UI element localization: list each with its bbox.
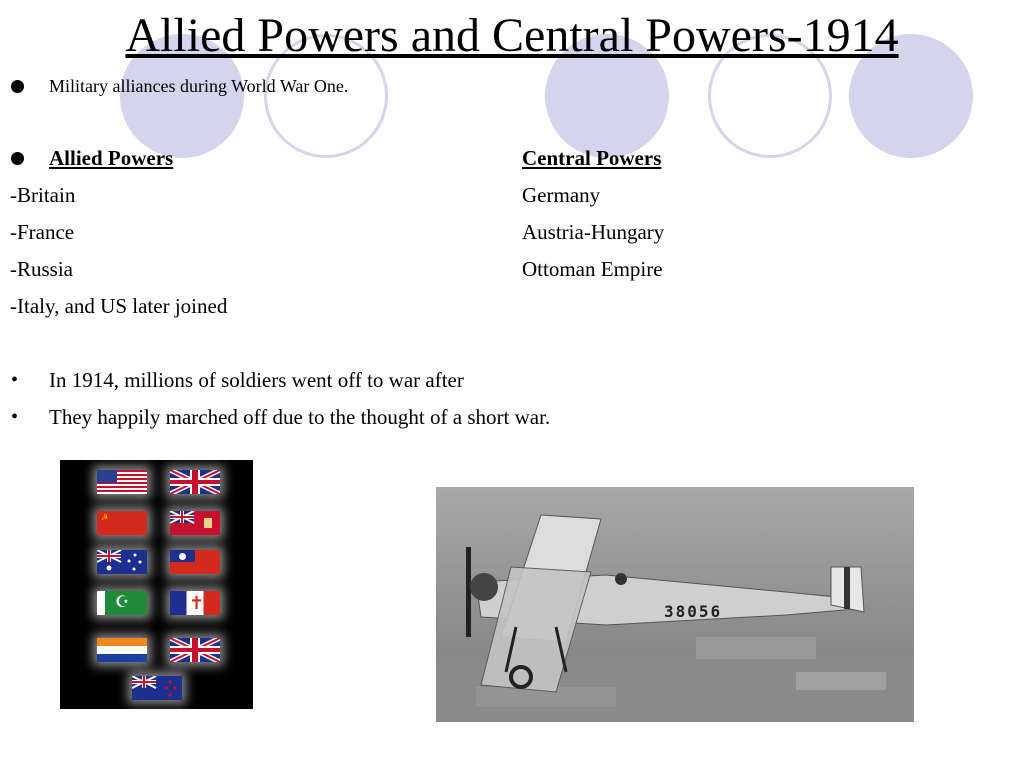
- plane-serial-label: 38056: [664, 602, 723, 621]
- bullet-dot: [11, 152, 24, 165]
- free-france-flag-icon: ✝: [170, 591, 220, 615]
- biplane-photo: [436, 487, 914, 722]
- uk-flag-icon: [170, 470, 220, 494]
- bullet-dot: [11, 80, 24, 93]
- bullet-text: They happily marched off due to the thought of a short war.: [49, 405, 551, 429]
- allied-item: -France: [10, 220, 75, 244]
- central-heading: Central Powers: [522, 146, 662, 170]
- allied-item: -Britain: [10, 183, 76, 207]
- canada-ensign-icon: [170, 511, 220, 535]
- green-crescent-flag-icon: ☪: [97, 591, 147, 615]
- central-item: Ottoman Empire: [522, 257, 663, 281]
- australia-flag-icon: [97, 550, 147, 574]
- allied-flags-image: [60, 460, 253, 709]
- allied-heading: Allied Powers: [49, 146, 174, 170]
- slide-title: Allied Powers and Central Powers-1914: [125, 9, 899, 62]
- ussr-flag-icon: ☭: [97, 511, 147, 535]
- roc-flag-icon: [170, 550, 220, 574]
- allied-item: -Russia: [10, 257, 73, 281]
- intro-text: Military alliances during World War One.: [49, 76, 349, 96]
- bullet-mark: •: [11, 406, 19, 428]
- bullet-text: In 1914, millions of soldiers went off to war after: [49, 368, 464, 392]
- usa-flag-icon: [97, 470, 147, 494]
- uk-flag-icon: [170, 638, 220, 662]
- central-item: Germany: [522, 183, 601, 207]
- central-item: Austria-Hungary: [522, 220, 665, 244]
- allied-item: -Italy, and US later joined: [10, 294, 228, 318]
- orange-white-blue-flag-icon: [97, 638, 147, 662]
- bullet-mark: •: [11, 369, 19, 391]
- new-zealand-flag-icon: [132, 676, 182, 700]
